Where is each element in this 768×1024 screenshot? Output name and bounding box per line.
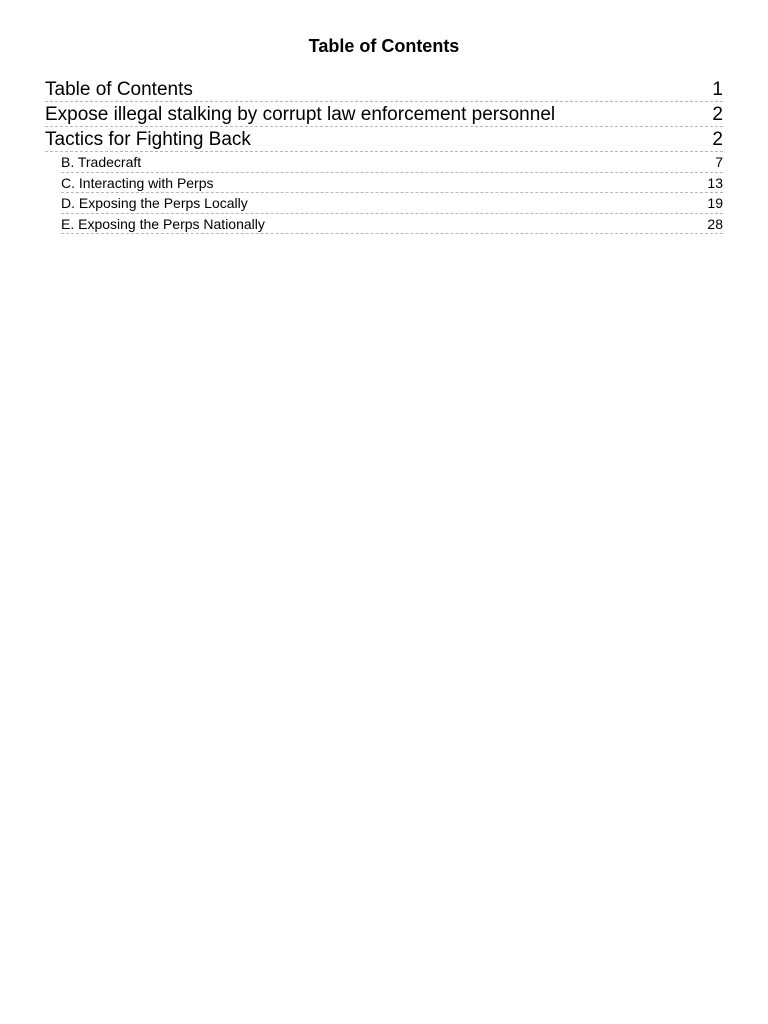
toc-entry-label: E. Exposing the Perps Nationally — [61, 215, 265, 232]
page-title: Table of Contents — [308, 36, 460, 56]
toc-entry-page-number: 19 — [707, 195, 723, 211]
toc-entry-expose-illegal-stalking[interactable] — [45, 102, 723, 127]
toc-entry-tactics-for-fighting-back[interactable] — [45, 127, 723, 152]
toc-entry-exposing-perps-nationally[interactable] — [61, 214, 723, 235]
toc-list — [45, 77, 723, 234]
toc-entry-page-number: 2 — [712, 129, 723, 150]
toc-entry-label: Tactics for Fighting Back — [45, 129, 251, 150]
toc-entry-label: C. Interacting with Perps — [61, 174, 214, 191]
toc-entry-label: D. Exposing the Perps Locally — [61, 195, 248, 211]
toc-entry-page-number: 28 — [707, 215, 723, 232]
toc-entry-page-number: 1 — [712, 79, 723, 100]
toc-entry-exposing-perps-locally[interactable] — [61, 193, 723, 214]
toc-entry-tradecraft[interactable] — [61, 152, 723, 173]
toc-entry-page-number: 2 — [712, 104, 723, 125]
toc-entry-label: B. Tradecraft — [61, 154, 142, 170]
toc-entry-label: Table of Contents — [45, 79, 193, 100]
toc-entry-page-number: 7 — [715, 154, 723, 170]
toc-entry-page-number: 13 — [707, 174, 723, 191]
toc-entry-table-of-contents[interactable] — [45, 77, 723, 102]
toc-entry-interacting-with-perps[interactable] — [61, 173, 723, 194]
toc-entry-label: Expose illegal stalking by corrupt law enforcement personnel — [45, 104, 556, 125]
